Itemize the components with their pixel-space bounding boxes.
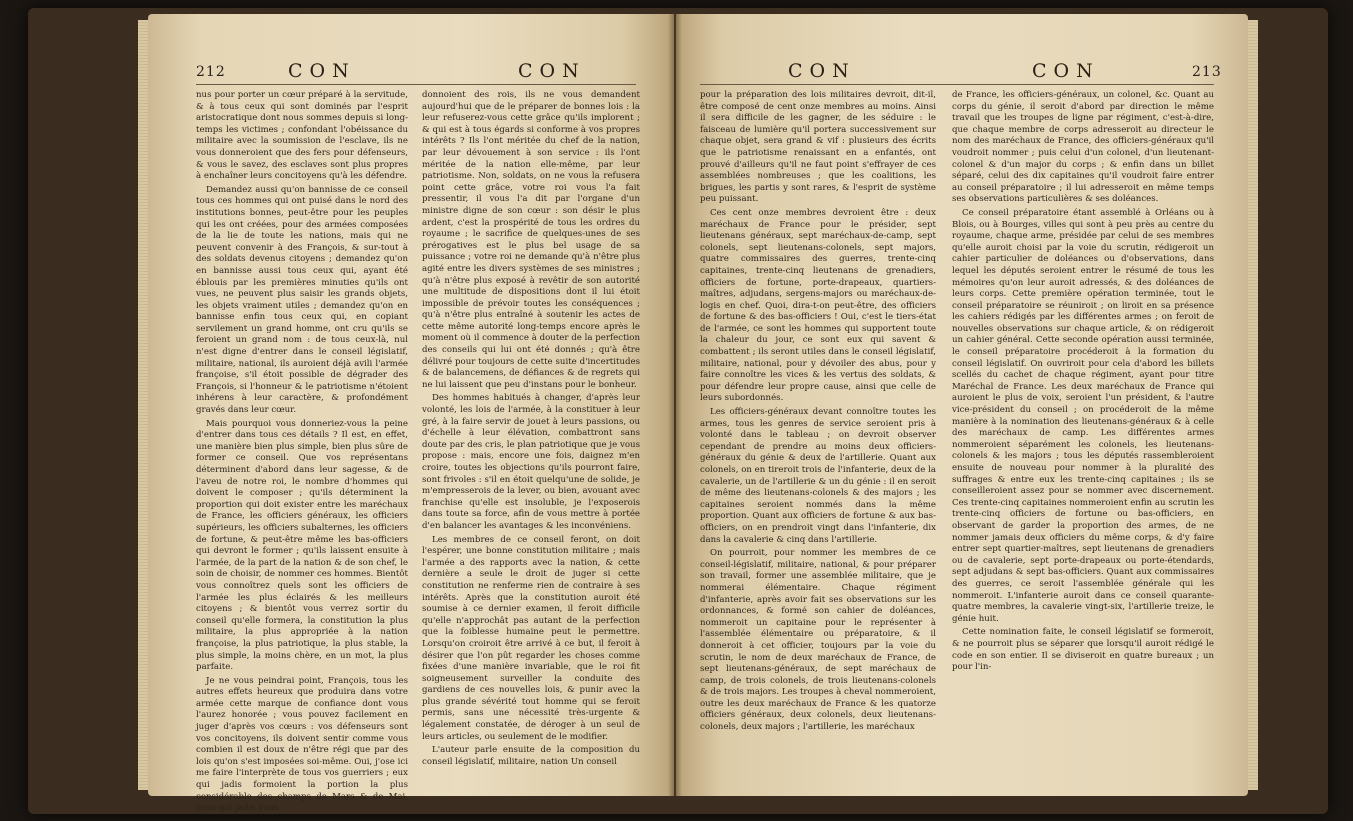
page-edge-right xyxy=(1248,20,1258,790)
left-page xyxy=(148,14,674,814)
paragraph: L'auteur parle ensuite de la composition du conseil législatif, militaire, nation Un conseil xyxy=(422,745,640,767)
paragraph: On pourroit, pour nommer les membres de ce conseil-législatif, militaire, national, & pour préparer son travail, former une assemblée militaire, que je nommerai élémentaire. Chaque régiment d'infanterie, après avoir fait ses observations sur les ordonnances, & formé son cahier de doléances, nommeroit un capitaine pour le représenter à l'assemblée élémentaire ou préparatoire, & il donneroit à cet officier, toujours par la voie du scrutin, le nom de deux maréchaux de France, de sept lieutenans-généraux, de sept maréchaux de camp, de trois colonels, de trois lieutenans-colonels & de trois majors. Les troupes à cheval nommeroient, outre les deux maréchaux de France & les quatorze officiers généraux, deux colonels, deux lieutenans-colonels, deux majors ; l'artillerie, les maréchaux xyxy=(700,548,936,733)
right-page xyxy=(676,14,1248,796)
paragraph: de France, les officiers-généraux, un colonel, &c. Quant au corps du génie, il seroit d'abord par direction le même travail que les troupes de ligne par régiment, c'est-à-dire, que chaque membre de corps adresseroit au directeur le nom des maréchaux de France, des officiers-généraux qu'il voudroit nommer ; puis celui d'un colonel, d'un lieutenant-colonel & d'un major du corps ; & enfin dans un billet séparé, celui des dix capitaines qu'il voudroit faire entrer au conseil préparatoire ; il lui adresseroit en même temps ses observations particulières & ses doléances. xyxy=(952,90,1214,205)
paragraph: Les membres de ce conseil feront, on doit l'espérer, une bonne constitution militaire ; mais l'armée a des rapports avec la nation, & cette dernière a seule le droit de juger si cette constitution ne renferme rien de contraire à ses intérêts. Après que la constitution auroit été soumise à ce dernier examen, il feroit difficile qu'elle n'approchât pas autant de la perfection que la foiblesse humaine peut le permettre. Lorsqu'on croiroit être arrivé à ce but, il feroit à désirer que l'on pût regarder les choses comme fixées d'une manière invariable, que le roi fit soigneusement surveiller la conduite des gardiens de ces nouvelles lois, & punir avec la plus grande sévérité tout homme qui se feroit permis, sans une nécessité très-urgente & légalement constatée, de déroger à un seul de leurs articles, ou seulement de le modifier. xyxy=(422,534,640,742)
right-page-column-2 xyxy=(952,90,1214,676)
paragraph: Des hommes habitués à changer, d'après leur volonté, les lois de l'armée, à la constituer à leur gré, à la faire servir de jouet à leurs passions, ou d'échelle à leur élévation, combattront sans doute par des cris, le plan patriotique que je vous propose : mais, encore une fois, daignez m'en croire, toutes les objections qu'ils pourront faire, sont frivoles : s'il en étoit quelqu'une de solide, je m'empresserois de la lever, ou bien, avouant avec franchise qu'elle est insoluble, je l'exposerois dans toute sa force, afin de vous mettre à portée d'en balancer les avantages & les inconvéniens. xyxy=(422,393,640,531)
running-head-left-1: CON xyxy=(288,60,356,82)
paragraph: Je ne vous peindrai point, François, tous les autres effets heureux que produira dans votre armée cette marque de confiance dont vous l'aurez honorée ; vous pouvez facilement en juger d'après vos cœurs : vos défenseurs sont vos concitoyens, ils doivent sentir comme vous combien il est doux de n'être régi que par des lois qu'on s'est imposées soi-même. Oui, j'ose ici me faire l'interprète de tous vos guerriers ; eux qui jadis formoient la portion la plus considérable des champs de Mars & de Mai, ceux qui jadis vous xyxy=(196,675,408,814)
paragraph: Demandez aussi qu'on bannisse de ce conseil tous ces hommes qui ont puisé dans le nord des institutions bonnes, peut-être pour les peuples qui les ont créées, pour des armées composées de la lie de toute les nations, mais qui ne peuvent convenir à des François, & sur-tout à des soldats devenus citoyens ; demandez qu'on en bannisse aussi tous ceux qui, ayant été éblouis par les premières minuties qu'ils ont vues, ne peuvent plus saisir les grands objets, les objets vraiment utiles ; demandez qu'on en bannisse enfin tous ceux qui, en copiant servilement un grand homme, ont cru qu'ils se feroient un grand nom : de tous ceux-là, nul n'est digne d'entrer dans le conseil législatif, militaire, national, ils auroient déjà avili l'armée françoise, s'il étoit possible de dégrader des François, si l'honneur & le patriotisme n'étoient inhérens à leur caractère, & profondément gravés dans leur cœur. xyxy=(196,184,408,416)
paragraph: Ces cent onze membres devroient être : deux maréchaux de France pour le présider, sept lieutenans généraux, sept maréchaux-de-camp, sept colonels, sept lieutenans-colonels, sept majors, quatre commissaires des guerres, trente-cinq capitaines, trente-cinq lieutenans de grenadiers, officiers de fortune, porte-drapeaux, quartiers-maîtres, adjudans, sergens-majors ou maréchaux-de-logis en chef. Quoi, dira-t-on peut-être, des officiers de fortune & des bas-officiers ! Oui, c'est le tiers-état de l'armée, ce sont les hommes qui supportent toute la chaleur du jour, ce sont eux qui savent & combattent ; ils seront utiles dans le conseil législatif, militaire, national, pour y dévoiler des abus, pour y faire connoître les vices & les vertus des soldats, & pour défendre leur propre cause, ainsi que celle de leurs subordonnés. xyxy=(700,207,936,404)
book-gutter xyxy=(668,14,682,796)
left-page-column-1 xyxy=(196,90,408,817)
page-number-right: 213 xyxy=(1192,64,1222,80)
header-rule-left xyxy=(196,84,636,85)
paragraph: donnoient des rois, ils ne vous demandent aujourd'hui que de le préparer de bonnes lois : la leur refuserez-vous cette grâce qu'ils implorent ; & qui est à tous égards si conforme à vos propres intérêts ? Ils l'ont méritée du chef de la nation, par leur dévouement à son service : ils l'ont méritée de la nation elle-même, par leur patriotisme. Non, soldats, on ne vous la refusera point cette grâce, votre roi vous l'a fait pressentir, il vous l'a dit par l'organe d'un ministre digne de son cœur : son désir le plus ardent, c'est la prospérité de tous les ordres du royaume ; le sacrifice de quelques-unes de ses prérogatives est le plus bel usage de sa puissance ; votre roi ne demande qu'à n'être plus agité entre les divers systèmes de ses ministres ; qu'à n'être plus exposé à revêtir de son autorité une multitude de dispositions dont il lui étoit impossible de prévoir toutes les conséquences ; qu'à n'être plus entraîné à soutenir les actes de cette même autorité long-temps encore après le moment où il commence à douter de la perfection des conseils qui lui ont été donnés ; qu'à être délivré pour toujours de cette suite d'incertitudes & de balancemens, de défiances & de regrets qui ne lui laissent que peu d'instans pour le bonheur. xyxy=(422,90,640,390)
page-edge-left xyxy=(138,20,148,790)
paragraph: Mais pourquoi vous donneriez-vous la peine d'entrer dans tous ces détails ? Il est, en effet, une manière bien plus simple, bien plus sûre de former ce conseil. Que vos représentans déterminent d'abord dans leur sagesse, & de l'aveu de notre roi, le nombre d'hommes qui doivent le composer ; qu'ils déterminent la proportion qui doit exister entre les maréchaux de France, les officiers généraux, les officiers supérieurs, les officiers subalternes, les officiers de fortune, & peut-être même les bas-officiers qui devront le former ; qu'ils laissent ensuite à l'armée, de la part de la nation & de son chef, le soin de choisir, de nommer ces hommes. Bientôt vous connoîtrez quels sont les officiers de l'armée les plus éclairés & les meilleurs citoyens ; & bientôt vous verrez sortir du conseil qu'elle formera, la constitution la plus militaire, la plus appropriée à la nation françoise, la plus patriotique, la plus stable, la plus simple, la moins chère, en un mot, la plus parfaite. xyxy=(196,418,408,673)
header-rule-right xyxy=(700,84,1214,85)
left-page-column-2 xyxy=(422,90,640,770)
paragraph: Ce conseil préparatoire étant assemblé à Orléans ou à Blois, ou à Bourges, villes qui sont à peu près au centre du royaume, chaque arme, présidée par celui de ses membres qu'elle auroit choisi par la voie du scrutin, rédigeroit un cahier particulier de doléances ou d'observations, dans lequel les députés seroient entrer le résumé de tous les mémoires qu'on leur auroit adressés, & des doléances de leurs corps. Cette première opération terminée, tout le conseil préparatoire se réuniroit ; on liroit en sa présence les cahiers rédigés par les différentes armes ; on feroit de nouvelles observations sur chaque article, & on rédigeroit un cahier général. Cette seconde opération aussi terminée, le conseil préparatoire procéderoit à la formation du conseil législatif. On ouvriroit pour cela d'abord les billets scellés du cachet de chaque régiment, ayant pour titre Maréchal de France. Les deux maréchaux de France qui auroient le plus de voix, seroient l'un président, & l'autre vice-président du conseil ; on procéderoit de la même manière à la nomination des lieutenans-généraux & à celle des maréchaux de camp. Les différentes armes nommeroient séparément les colonels, les lieutenans-colonels & les majors ; tous les députés rassembleroient ensuite de nouveau pour nommer à la pluralité des suffrages & entre eux les trente-cinq capitaines ; ils se conseilleroient assez pour se nommer avec discernement. Ces trente-cinq capitaines nommeroient enfin au scrutin les trente-cinq officiers de fortune ou bas-officiers, en observant de garder la proportion des armes, de ne nommer jamais deux officiers du même corps, & d'y faire entrer sept quartier-maîtres, sept lieutenans de grenadiers ou de cavalerie, sept porte-drapeaux ou porte-étendards, sept adjudans & sept bas-officiers. Quant aux commissaires des guerres, ce seroit l'assemblée générale qui les nommeroit. L'infanterie auroit dans ce conseil quarante-quatre membres, la cavalerie vingt-six, l'artillerie treize, le génie huit. xyxy=(952,207,1214,624)
paragraph: Cette nomination faite, le conseil législatif se formeroit, & ne pourroit plus se séparer que lorsqu'il auroit rédigé le code en son entier. Il se diviseroit en quatre bureaux ; un pour l'in- xyxy=(952,627,1214,673)
right-page-column-1 xyxy=(700,90,936,736)
paragraph: pour la préparation des lois militaires devroit, dit-il, être composé de cent onze membres au moins. Ainsi il sera difficile de les gagner, de les séduire : le faisceau de lumière qu'il portera successivement sur chaque objet, sera grand & vif : plusieurs des écrits que le patriotisme renaissant en a enfantés, ont prouvé d'ailleurs qu'il ne faut point s'effrayer de ces assemblées nombreuses ; que les coalitions, les brigues, les partis y sont rares, & l'esprit de système peu puissant. xyxy=(700,90,936,205)
running-head-left-2: CON xyxy=(518,60,586,82)
paragraph: Les officiers-généraux devant connoître toutes les armes, tous les genres de service seroient pris à volonté dans le tableau ; on devroit observer cependant de prendre au moins deux officiers-généraux du génie & deux de l'artillerie. Quant aux colonels, on en tireroit trois de l'infanterie, deux de la cavalerie, un de l'artillerie & un du génie : il en seroit de même des lieutenans-colonels & des majors ; les capitaines seroient nommés dans la même proportion. Quant aux officiers de fortune & aux bas-officiers, on en prendroit vingt dans l'infanterie, dix dans la cavalerie & cinq dans l'artillerie. xyxy=(700,407,936,545)
running-head-right-2: CON xyxy=(1032,60,1100,82)
running-head-right-1: CON xyxy=(788,60,856,82)
paragraph: nus pour porter un cœur préparé à la servitude, & à tous ceux qui sont dominés par l'esprit aristocratique dont nous sommes depuis si long-temps les victimes ; confondant l'obéissance du militaire avec la soumission de l'esclave, ils ne vous donneroient que des fers pour défenseurs, & vous le savez, des esclaves sont plus propres à enchaîner leurs concitoyens qu'à les défendre. xyxy=(196,90,408,182)
page-number-left: 212 xyxy=(196,64,226,80)
